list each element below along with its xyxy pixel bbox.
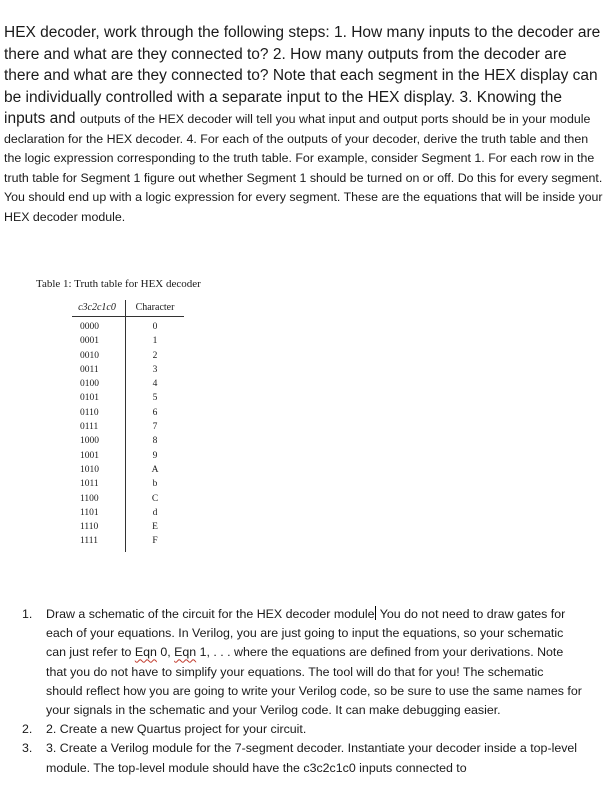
step1-text-c: 0, (156, 645, 175, 660)
step1-text-a: Draw a schematic of the circuit for the HEX decoder module (46, 607, 375, 621)
step3-text: 3. Create a Verilog module for the 7-segment decoder. Instantiate your decoder inside a top-level module. The top-level module should have the c3c2c1c0 inputs connected to (46, 741, 578, 775)
row-input: 0100 (80, 379, 99, 390)
table-row (72, 363, 184, 377)
row-input: 0011 (80, 364, 99, 375)
row-character: 4 (126, 377, 185, 391)
truth-table (72, 300, 184, 552)
row-input: 1101 (80, 507, 99, 518)
spellcheck-word[interactable]: Eqn (134, 645, 157, 660)
row-character: 9 (126, 449, 185, 463)
step2-text: 2. Create a new Quartus project for your circuit. (46, 722, 307, 737)
table-row (72, 463, 184, 477)
row-character: 1 (126, 334, 185, 348)
table-row (72, 391, 184, 405)
step1-text-d: 1, . . . where the equations are defined from your derivations. Note that you do not have to simplify your equations. The tool will do that for you! The schematic should reflect how you are going to write your Verilog code, so be sure to use the same names for your signals in the schematic and your Verilog code. It can make debugging easier. (46, 645, 582, 718)
row-character: 7 (126, 420, 185, 434)
row-character: E (126, 520, 185, 534)
header-inputs: c3c2c1c0 (72, 300, 126, 317)
row-character: 5 (126, 391, 185, 405)
table-row (72, 334, 184, 348)
intro-paragraph (4, 22, 604, 227)
row-input: 0010 (80, 350, 99, 361)
row-input: 1000 (80, 436, 99, 447)
row-input: 1110 (80, 522, 99, 533)
list-item-number: 1. (22, 607, 33, 621)
table-row (72, 406, 184, 420)
table-header-row (72, 300, 184, 317)
row-character: C (126, 492, 185, 506)
row-input: 1001 (80, 450, 99, 461)
row-input: 0111 (80, 422, 99, 433)
row-character: F (126, 534, 185, 551)
row-character: A (126, 463, 185, 477)
row-character: 3 (126, 363, 185, 377)
spellcheck-word[interactable]: Eqn (174, 645, 197, 660)
list-item-number: 3. (22, 741, 33, 756)
table-row (72, 317, 184, 335)
table-row (72, 492, 184, 506)
table-row (72, 349, 184, 363)
list-item[interactable] (22, 739, 582, 777)
text-cursor (375, 606, 376, 620)
table-row (72, 506, 184, 520)
table-row (72, 534, 184, 551)
table-row (72, 377, 184, 391)
row-input: 0110 (80, 407, 99, 418)
list-item-number: 2. (22, 722, 33, 737)
list-item[interactable] (22, 720, 582, 739)
table-caption: Table 1: Truth table for HEX decoder (36, 278, 201, 290)
row-character: 0 (126, 317, 185, 335)
row-input: 1010 (80, 464, 99, 475)
steps-list (22, 605, 582, 778)
table-row (72, 420, 184, 434)
row-character: 8 (126, 434, 185, 448)
row-input: 0101 (80, 393, 99, 404)
step1-text-b: You do not need to draw gates for each of your equations. In Verilog, you are just going to input the equations, so your schematic can just refer to (46, 607, 566, 660)
row-input: 0000 (80, 322, 99, 332)
row-character: d (126, 506, 185, 520)
table-row (72, 449, 184, 463)
intro-small-text: outputs of the HEX decoder will tell you what input and output ports should be in your module declaration for the HEX decoder. 4. For each of the outputs of your decoder, derive the truth table and then the logic expression corresponding to the truth table. For example, consider Segment 1. For each row in the truth table for Segment 1 figure out whether Segment 1 should be turned on or off. Do this for every segment. You should end up with a logic expression for every segment. These are the equations that will be inside your HEX decoder module. (4, 112, 603, 224)
row-input: 0001 (80, 336, 99, 347)
row-character: 6 (126, 406, 185, 420)
row-input: 1011 (80, 479, 99, 490)
table-row (72, 477, 184, 491)
row-input: 1100 (80, 493, 99, 504)
header-character: Character (126, 300, 185, 317)
list-item[interactable] (22, 605, 582, 720)
table-row (72, 520, 184, 534)
row-input: 1111 (80, 536, 98, 547)
table-row (72, 434, 184, 448)
row-character: b (126, 477, 185, 491)
intro-large-text: HEX decoder, work through the following steps: 1. How many inputs to the decoder are there and what are they connected to? 2. How many outputs from the decoder are there and what are they connected to? Note that each segment in the HEX display can be individually controlled with a separate input to the HEX display. 3. Knowing the inputs and (4, 24, 601, 128)
row-character: 2 (126, 349, 185, 363)
